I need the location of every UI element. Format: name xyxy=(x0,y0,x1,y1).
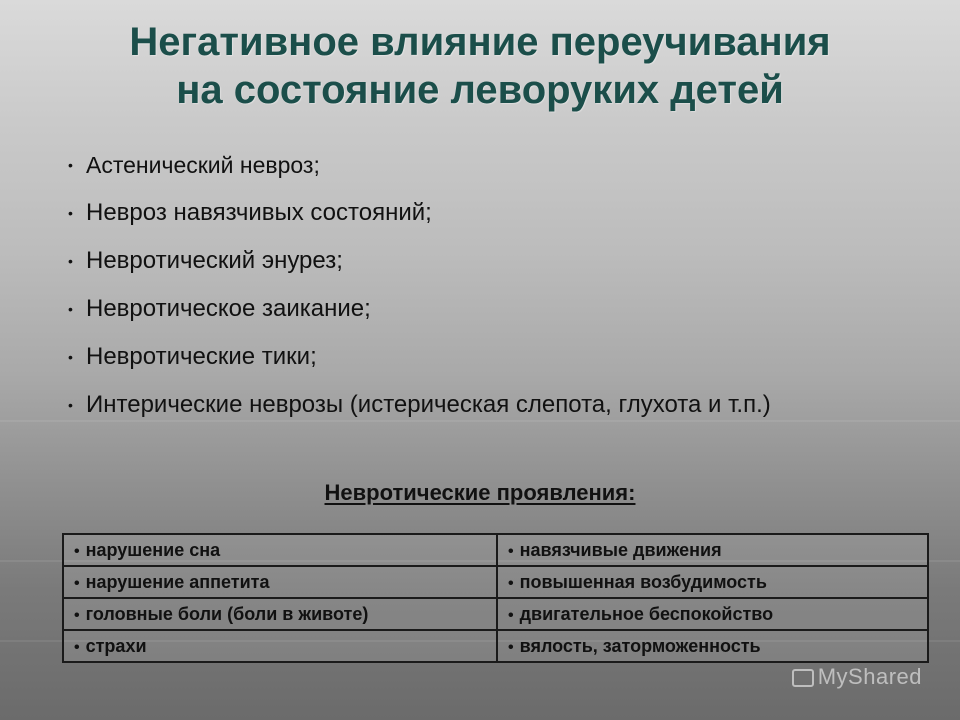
table-cell xyxy=(63,566,497,598)
bullet-item xyxy=(58,294,838,324)
section-heading xyxy=(0,480,960,506)
bullet-item xyxy=(58,342,838,372)
table-cell xyxy=(497,534,928,566)
cell-text: нарушение сна xyxy=(85,539,221,560)
table-cell xyxy=(497,630,928,662)
table-row xyxy=(63,566,928,598)
bullet-dot-icon: • xyxy=(68,157,73,173)
bullet-dot-icon: • xyxy=(68,253,73,269)
section-heading-text: Невротические проявления: xyxy=(324,480,636,505)
bullet-dot-icon: • xyxy=(74,638,80,656)
symptoms-table xyxy=(62,533,929,663)
bullet-text: Астенический невроз; xyxy=(86,152,320,178)
bullet-dot-icon: • xyxy=(68,205,73,221)
bullet-item xyxy=(58,390,838,420)
table-cell xyxy=(497,566,928,598)
slide-title-line-2: на состояние леворуких детей xyxy=(176,68,784,112)
watermark xyxy=(792,664,922,690)
bullet-list xyxy=(58,150,838,438)
bullet-dot-icon: • xyxy=(508,574,514,592)
table-cell xyxy=(63,630,497,662)
bullet-item xyxy=(58,198,838,228)
table-row xyxy=(63,534,928,566)
cell-text: головные боли (боли в животе) xyxy=(85,603,369,624)
bullet-item xyxy=(58,150,838,180)
cell-text: двигательное беспокойство xyxy=(519,603,774,624)
slide-title-line-1: Негативное влияние переучивания xyxy=(129,20,831,64)
presentation-icon xyxy=(792,669,814,687)
bullet-dot-icon: • xyxy=(68,349,73,365)
cell-text: повышенная возбудимость xyxy=(519,571,767,592)
table-row xyxy=(63,598,928,630)
cell-text: нарушение аппетита xyxy=(85,571,270,592)
bullet-dot-icon: • xyxy=(74,606,80,624)
slide-title xyxy=(0,18,960,114)
cell-text: страхи xyxy=(85,635,147,656)
bullet-dot-icon: • xyxy=(74,542,80,560)
bullet-dot-icon: • xyxy=(68,301,73,317)
bullet-text: Невротические тики; xyxy=(86,343,317,370)
bullet-dot-icon: • xyxy=(508,638,514,656)
bullet-item xyxy=(58,246,838,276)
bullet-dot-icon: • xyxy=(68,397,73,413)
bullet-text: Невротический энурез; xyxy=(86,247,343,274)
table-cell xyxy=(63,534,497,566)
table-cell xyxy=(497,598,928,630)
bullet-dot-icon: • xyxy=(508,606,514,624)
cell-text: навязчивые движения xyxy=(519,539,722,560)
bullet-dot-icon: • xyxy=(508,542,514,560)
cell-text: вялость, заторможенность xyxy=(519,635,761,656)
watermark-text: MyShared xyxy=(817,664,922,689)
bullet-text: Невротическое заикание; xyxy=(86,295,371,322)
table-row xyxy=(63,630,928,662)
bullet-text: Интерические неврозы (истерическая слепота, глухота и т.п.) xyxy=(86,391,771,418)
table-cell xyxy=(63,598,497,630)
bullet-dot-icon: • xyxy=(74,574,80,592)
bullet-text: Невроз навязчивых состояний; xyxy=(86,199,432,226)
